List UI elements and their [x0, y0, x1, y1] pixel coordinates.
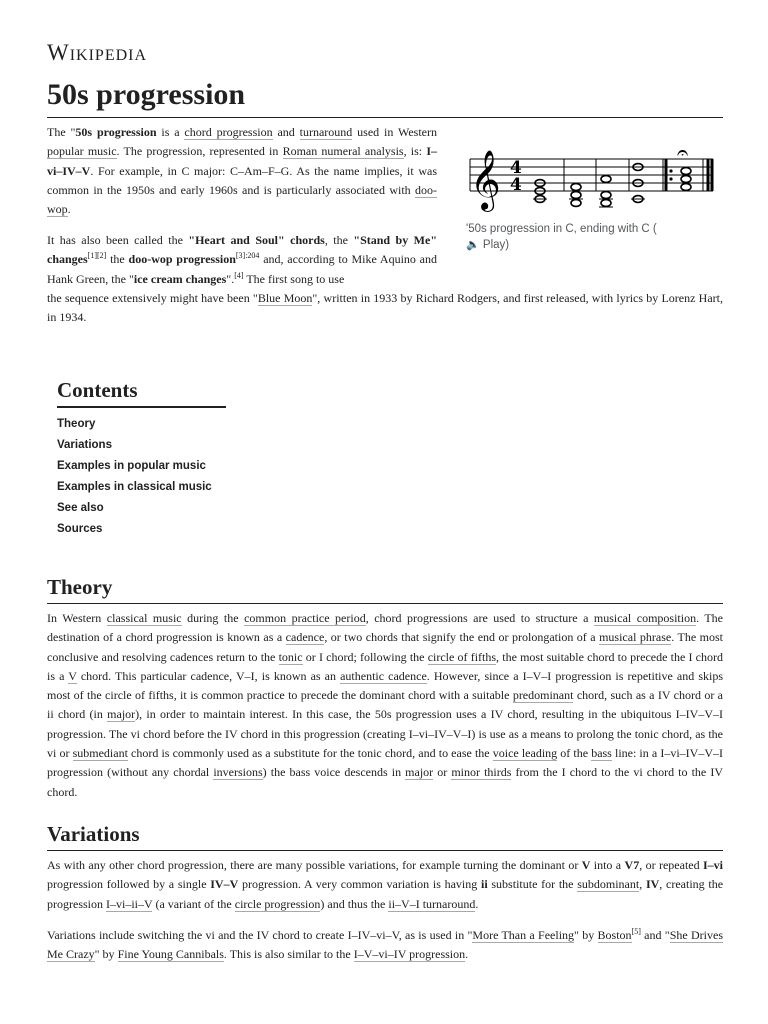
inline-link[interactable]: inversions [213, 765, 263, 780]
bold-text: ice cream changes [133, 271, 227, 286]
inline-link[interactable]: doo-wop [47, 182, 437, 217]
section-divider-theory [47, 603, 723, 604]
inline-link[interactable]: Blue Moon [257, 290, 313, 305]
bold-text: V [581, 858, 591, 872]
bold-text: "Heart and Soul" chords [188, 233, 325, 247]
bold-text: I–vi [702, 858, 723, 872]
citation-link[interactable]: [5] [631, 927, 641, 936]
inline-link[interactable]: circle progression [234, 896, 321, 911]
score-figure[interactable] [466, 137, 726, 222]
text-run: or I chord; following the [302, 649, 428, 664]
text-run: chord is commonly used as a substitute for the tonic chord, and to ease the [127, 746, 493, 761]
text-run: progression followed by a single [47, 877, 211, 892]
inline-link[interactable]: subdominant [577, 877, 640, 892]
inline-link[interactable]: chord progression [184, 125, 273, 139]
text-run: . The most conclusive and resolving cadences return to the [47, 630, 723, 664]
fermata-icon: 𝄐 [677, 140, 689, 164]
citation-link[interactable]: [3]:204 [235, 251, 260, 261]
bold-text: ii [481, 877, 488, 892]
variations-paragraph-2 [47, 926, 723, 965]
toc-item-variations[interactable]: Variations [57, 439, 112, 451]
text-run: . [67, 202, 71, 217]
text-run: , the most suitable chord to precede the I chord is a [47, 649, 724, 683]
speaker-icon[interactable]: 🔈 [466, 239, 480, 251]
inline-link[interactable]: ii–V–I turnaround [388, 896, 476, 911]
text-run: . This is also similar to the [223, 947, 354, 962]
text-run: or [433, 765, 452, 780]
inline-link[interactable]: tonic [278, 649, 303, 664]
text-run: . The destination of a chord progression is known as a [47, 611, 724, 645]
inline-link[interactable]: Roman numeral analysis [282, 144, 404, 159]
inline-link[interactable]: classical music [106, 611, 182, 625]
text-run: used in Western [352, 125, 437, 139]
text-run: As with any other chord progression, there are many possible variations, for example turning the dominant or [47, 858, 582, 872]
text-run: , creating the progression [47, 877, 724, 911]
text-run: the [106, 252, 129, 267]
text-run: , chord progressions are used to structure a [365, 611, 594, 625]
text-run: . However, since a I–V–I progression is repetitive and skips most of the circle of fifths, it is common practice to precede the dominant chord with a suitable [47, 668, 723, 703]
toc-item-see-also[interactable]: See also [57, 502, 104, 514]
text-run: It has also been called the [47, 233, 189, 247]
inline-link[interactable]: musical phrase [599, 630, 672, 645]
text-run: chord, such as a IV chord or a ii chord (in [47, 688, 723, 722]
text-run: substitute for the [487, 877, 578, 892]
inline-link[interactable]: V [68, 668, 77, 683]
text-run: ", written in 1933 by Richard Rodgers, and first released, with lyrics by Lorenz Hart, in 1934. [47, 290, 723, 325]
inline-link[interactable]: Fine Young Cannibals [117, 947, 224, 962]
text-run: . [465, 947, 469, 962]
text-run: the sequence extensively might have been " [47, 290, 258, 305]
text-run: . For example, in C major: C–Am–F–G. As the name implies, it was common in the 1950s and early 1960s and is particularly associated with [47, 163, 437, 197]
title-divider [47, 117, 723, 118]
text-run: . [475, 896, 479, 911]
text-run: The first song to use [243, 271, 345, 286]
toc-heading: Contents [57, 378, 226, 408]
text-run: ) and thus the [320, 896, 389, 911]
text-run: progression. A very common variation is having [238, 877, 481, 892]
inline-link[interactable]: minor thirds [451, 765, 512, 780]
text-run: line: in a I–vi–IV–V–I progression (without any chordal [47, 746, 723, 780]
toc-item-theory[interactable]: Theory [57, 418, 96, 430]
play-link[interactable]: Play) [482, 239, 510, 251]
citation-link[interactable]: [4] [234, 270, 244, 280]
text-run: chord. This particular cadence, V–I, is known as an [76, 668, 341, 683]
text-run: and, according to Mike Aquino and Hank Green, the " [47, 252, 437, 286]
text-run: is a [156, 125, 185, 139]
bold-text: I–vi–IV–V [47, 144, 437, 178]
text-run: " by [94, 947, 118, 962]
text-run: , is: [403, 144, 427, 159]
text-run: In Western [47, 611, 107, 625]
bold-text: doo-wop progression [128, 252, 236, 267]
inline-link[interactable]: predominant [512, 688, 574, 703]
table-of-contents [57, 378, 237, 542]
sheet-music-image [466, 137, 716, 217]
treble-clef-icon: 𝄞 [470, 150, 501, 210]
text-run: from the I chord to the vi chord to the IV chord. [47, 765, 723, 799]
text-run: during the [181, 611, 245, 625]
inline-link[interactable]: turnaround [299, 125, 353, 139]
inline-link[interactable]: More Than a Feeling [472, 928, 575, 942]
inline-link[interactable]: major [405, 765, 434, 780]
section-divider-variations [47, 850, 723, 851]
page-title: 50s progression [47, 78, 246, 111]
inline-link[interactable]: I–V–vi–IV progression [353, 947, 466, 962]
inline-link[interactable]: circle of fifths [427, 649, 497, 664]
intro-paragraph-2-wrapped [47, 231, 437, 289]
text-run: " by [574, 928, 598, 942]
inline-link[interactable]: submediant [72, 746, 128, 761]
inline-link[interactable]: Boston [597, 928, 632, 942]
bold-text: V7 [624, 858, 640, 872]
text-run: ". [226, 271, 235, 286]
theory-paragraph [47, 609, 723, 802]
text-run: , or two chords that signify the end or prolongation of a [324, 630, 600, 645]
wikipedia-logo[interactable]: Wikipedia [47, 40, 148, 65]
text-run: , the [324, 233, 354, 247]
text-run: ), in order to maintain interest. In this case, the 50s progression uses a IV chord, resulting in the ubiquitous I–IV–V–I progression. The vi chord before the IV chord in this progression (creating I–vi–IV–V–I) is use as a means to prolong the tonic chord, as the vi or [47, 707, 723, 761]
intro-paragraph-2-full [47, 291, 723, 324]
bold-text: 50s progression [75, 125, 157, 139]
citation-link[interactable]: [1][2] [87, 251, 107, 261]
inline-link[interactable]: bass [591, 746, 612, 761]
section-heading-theory: Theory [47, 575, 113, 599]
text-run: , [639, 877, 646, 892]
inline-link[interactable]: common practice period [244, 611, 366, 625]
bold-text: "Stand by Me" changes [47, 233, 437, 267]
inline-link[interactable]: I–vi–ii–V [106, 896, 153, 911]
inline-link[interactable]: major [107, 707, 136, 722]
inline-link[interactable]: authentic cadence [340, 668, 427, 683]
inline-link[interactable]: cadence [285, 630, 325, 645]
time-signature-top: 4 [510, 158, 522, 178]
figure-caption [466, 221, 716, 253]
intro-paragraph-1 [47, 123, 437, 219]
toc-item-sources[interactable]: Sources [57, 523, 103, 535]
inline-link[interactable]: musical composition [593, 611, 697, 625]
text-run: , or repeated [639, 858, 703, 872]
bold-text: IV [645, 877, 660, 892]
toc-item-examples-classical[interactable]: Examples in classical music [57, 481, 212, 493]
figure-caption-text: '50s progression in C, ending with C ( [466, 223, 657, 235]
text-run: and [272, 125, 300, 139]
text-run: into a [590, 858, 625, 872]
bold-text: IV–V [210, 877, 239, 892]
text-run: The " [47, 125, 76, 139]
inline-link[interactable]: She Drives Me Crazy [47, 928, 723, 962]
section-heading-variations: Variations [47, 822, 140, 846]
time-signature-bottom: 4 [510, 175, 522, 195]
toc-item-examples-popular[interactable]: Examples in popular music [57, 460, 206, 472]
text-run: (a variant of the [152, 896, 235, 911]
inline-link[interactable]: popular music [47, 144, 117, 159]
text-run: and " [640, 928, 670, 942]
text-run: Variations include switching the vi and the IV chord to create I–IV–vi–V, as is used in " [47, 928, 473, 942]
text-run: ) the bass voice descends in [262, 765, 406, 780]
variations-paragraph-1 [47, 856, 723, 914]
text-run: of the [557, 746, 592, 761]
text-run: . The progression, represented in [116, 144, 283, 159]
inline-link[interactable]: voice leading [492, 746, 558, 761]
